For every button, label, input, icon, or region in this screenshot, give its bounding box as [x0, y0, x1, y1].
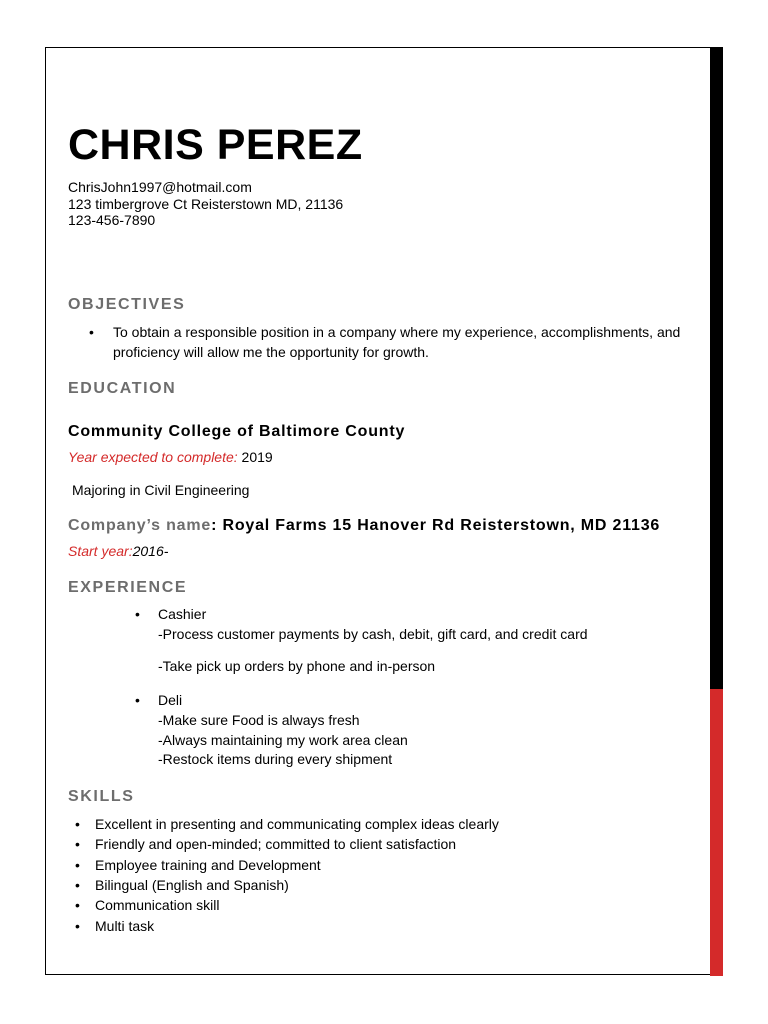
objective-line-2: proficiency will allow me the opportunity for growth. [113, 344, 429, 360]
job-duty: -Process customer payments by cash, debit, gift card, and credit card [158, 626, 588, 642]
job-duty: -Make sure Food is always fresh [158, 712, 360, 728]
skill-item: Friendly and open-minded; committed to client satisfaction [95, 836, 457, 852]
bullet-icon: • [75, 836, 80, 852]
company-value: : Royal Farms 15 Hanover Rd Reisterstown, MD 21136 [211, 517, 661, 534]
skill-item: Bilingual (English and Spanish) [95, 877, 289, 893]
job-duty: -Take pick up orders by phone and in-person [158, 658, 436, 674]
job-title-deli: Deli [158, 692, 183, 708]
job-duty: -Restock items during every shipment [158, 751, 393, 767]
skill-item: Multi task [95, 918, 155, 934]
skill-item: Employee training and Development [95, 857, 321, 873]
major: Majoring in Civil Engineering [72, 482, 250, 498]
year-label: Year expected to complete: [68, 449, 238, 465]
start-label: Start year: [68, 543, 133, 559]
start-year [68, 541, 168, 561]
bullet-icon: • [75, 877, 80, 893]
objective-item [113, 322, 693, 362]
skill-item: Excellent in presenting and communicating complex ideas clearly [95, 816, 499, 832]
school-name: Community College of Baltimore County [68, 423, 406, 440]
bullet-icon: • [75, 897, 80, 913]
contact-block [68, 179, 343, 229]
bullet-icon: • [75, 857, 80, 873]
objective-line-1: To obtain a responsible position in a company where my experience, accomplishments, and [113, 324, 681, 340]
objectives-heading: OBJECTIVES [68, 296, 186, 313]
skills-heading: SKILLS [68, 788, 135, 805]
bullet-icon: • [89, 324, 94, 340]
year-expected [68, 447, 273, 467]
bullet-icon: • [75, 918, 80, 934]
job-title-cashier: Cashier [158, 606, 207, 622]
side-accent-bar-red [710, 689, 723, 976]
education-heading: EDUCATION [68, 380, 177, 397]
phone: 123-456-7890 [68, 212, 156, 228]
candidate-name: CHRIS PEREZ [68, 121, 363, 169]
experience-heading: EXPERIENCE [68, 579, 188, 596]
email: ChrisJohn1997@hotmail.com [68, 179, 252, 195]
company-label: Company’s name [68, 517, 212, 534]
year-value: 2019 [237, 449, 273, 465]
bullet-icon: • [75, 816, 80, 832]
bullet-icon: • [135, 692, 140, 708]
bullet-icon: • [135, 606, 140, 622]
address: 123 timbergrove Ct Reisterstown MD, 21136 [68, 195, 344, 212]
side-accent-bar-black [710, 47, 723, 689]
start-value: 2016- [132, 543, 169, 559]
job-duty: -Always maintaining my work area clean [158, 732, 408, 748]
company-line [68, 517, 660, 535]
skill-item: Communication skill [95, 897, 220, 913]
